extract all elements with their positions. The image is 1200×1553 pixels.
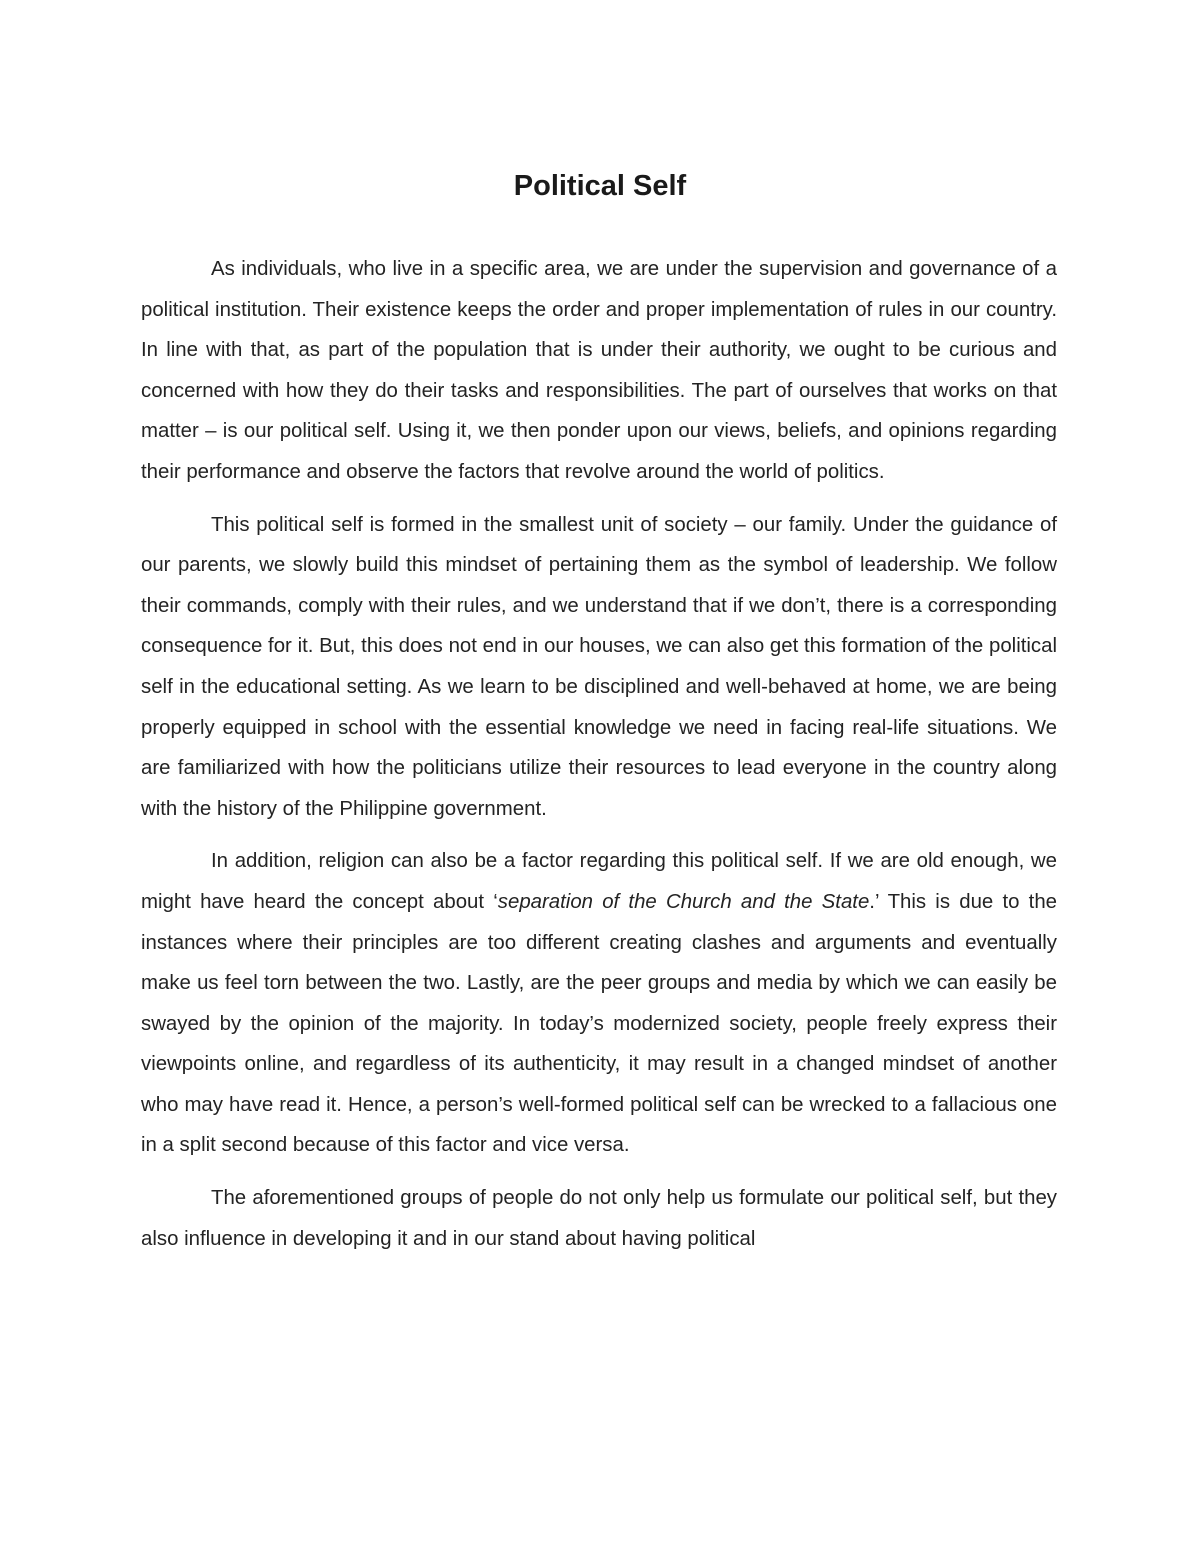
paragraph-text: .’ This is due to the instances where their principles are too different creating clashes and arguments and eventually make us feel torn between the two. Lastly, are the peer groups and media by which we can easily be swayed by the opinion of the majority. In today’s modernized society, people freely express their viewpoints online, and regardless of its authenticity, it may result in a changed mindset of another who may have read it. Hence, a person’s well-formed political self can be wrecked to a fallacious one in a split second because of this factor and vice versa. [141, 890, 1058, 1157]
paragraph-text: This political self is formed in the smallest unit of society – our family. Under the guidance of our parents, we slowly build this mindset of pertaining them as the symbol of leadership. We follow their commands, comply with their rules, and we understand that if we don’t, there is a corresponding consequence for it. But, this does not end in our houses, we can also get this formation of the political self in the educational setting. As we learn to be disciplined and well-behaved at home, we are being properly equipped in school with the essential knowledge we need in facing real-life situations. We are familiarized with how the politicians utilize their resources to lead everyone in the country along with the history of the Philippine government. [141, 513, 1057, 820]
italic-phrase: separation of the Church and the State [497, 890, 870, 913]
paragraph-1 [141, 249, 1057, 493]
paragraph-3 [141, 841, 1057, 1166]
paragraph-text: The aforementioned groups of people do not only help us formulate our political self, but they also influence in developing it and in our stand about having political [141, 1187, 1057, 1250]
paragraph-text: As individuals, who live in a specific area, we are under the supervision and governance of a political institution. Their existence keeps the order and proper implementation of rules in our country. In line with that, as part of the population that is under their authority, we ought to be curious and concerned with how they do their tasks and responsibilities. The part of ourselves that works on that matter – is our political self. Using it, we then ponder upon our views, beliefs, and opinions regarding their performance and observe the factors that revolve around the world of politics. [141, 258, 1057, 483]
paragraph-2 [141, 505, 1057, 830]
paragraph-4 [141, 1178, 1057, 1259]
document-body [141, 249, 1057, 1271]
document-title: Political Self [513, 170, 687, 202]
paragraph-text: In addition, religion can also be a factor regarding this political self. If we are old enough, we might have heard the concept about ‘ [141, 850, 1057, 913]
